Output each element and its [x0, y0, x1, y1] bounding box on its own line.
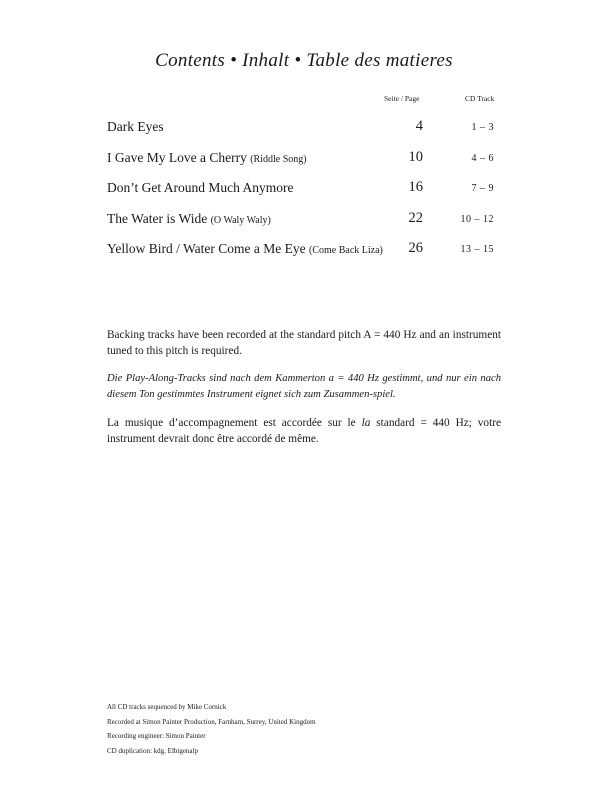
column-header-page: Seite / Page	[384, 94, 420, 103]
song-title: The Water is Wide (O Waly Waly)	[107, 210, 271, 226]
song-title: Don’t Get Around Much Anymore	[107, 180, 294, 195]
contents-row	[107, 237, 497, 268]
contents-row	[107, 207, 497, 238]
song-title: I Gave My Love a Cherry (Riddle Song)	[107, 149, 307, 165]
tuning-notes	[107, 327, 501, 459]
page-number: 22	[408, 209, 423, 226]
credit-recorded: Recorded at Simon Painter Production, Farnham, Surrey, United Kingdom	[107, 717, 316, 726]
cd-tracks: 7 – 9	[471, 183, 494, 194]
page-number: 4	[415, 118, 423, 134]
contents-row	[107, 146, 497, 177]
page-title: Contents • Inhalt • Table des matieres	[155, 50, 453, 71]
credit-duplication: CD duplication: kdg, Elbigenalp	[107, 746, 198, 755]
contents-list	[107, 115, 497, 268]
note-german: Die Play-Along-Tracks sind nach dem Kammerton a = 440 Hz gestimmt, und nur ein nach diesem Ton gestimmtes Instrument eignet sich zum Zusammen-spiel.	[107, 373, 501, 400]
credit-engineer: Recording engineer: Simon Painter	[107, 732, 206, 740]
cd-tracks: 4 – 6	[471, 152, 494, 164]
cd-tracks: 13 – 15	[460, 244, 494, 255]
credit-sequenced: All CD tracks sequenced by Mike Cornick	[107, 703, 227, 711]
cd-tracks: 1 – 3	[471, 122, 494, 133]
song-title: Yellow Bird / Water Come a Me Eye (Come Back Liza)	[107, 241, 383, 256]
contents-row	[107, 176, 497, 207]
song-subtitle: (Riddle Song)	[250, 153, 307, 165]
note-french: La musique d’accompagnement est accordée sur le la standard = 440 Hz; votre instrument devrait donc être accordé de même.	[107, 417, 501, 445]
page-number: 26	[408, 240, 423, 256]
production-credits	[107, 700, 316, 758]
note-english: Backing tracks have been recorded at the standard pitch A = 440 Hz and an instrument tuned to this pitch is required.	[107, 329, 501, 357]
song-subtitle: (Come Back Liza)	[309, 245, 383, 256]
page-number: 16	[408, 179, 423, 195]
column-header-cd-track: CD Track	[465, 94, 495, 103]
contents-row	[107, 115, 497, 146]
page-number: 10	[408, 148, 423, 165]
cd-tracks: 10 – 12	[460, 213, 494, 225]
song-subtitle: (O Waly Waly)	[210, 214, 271, 226]
song-title: Dark Eyes	[107, 119, 164, 134]
